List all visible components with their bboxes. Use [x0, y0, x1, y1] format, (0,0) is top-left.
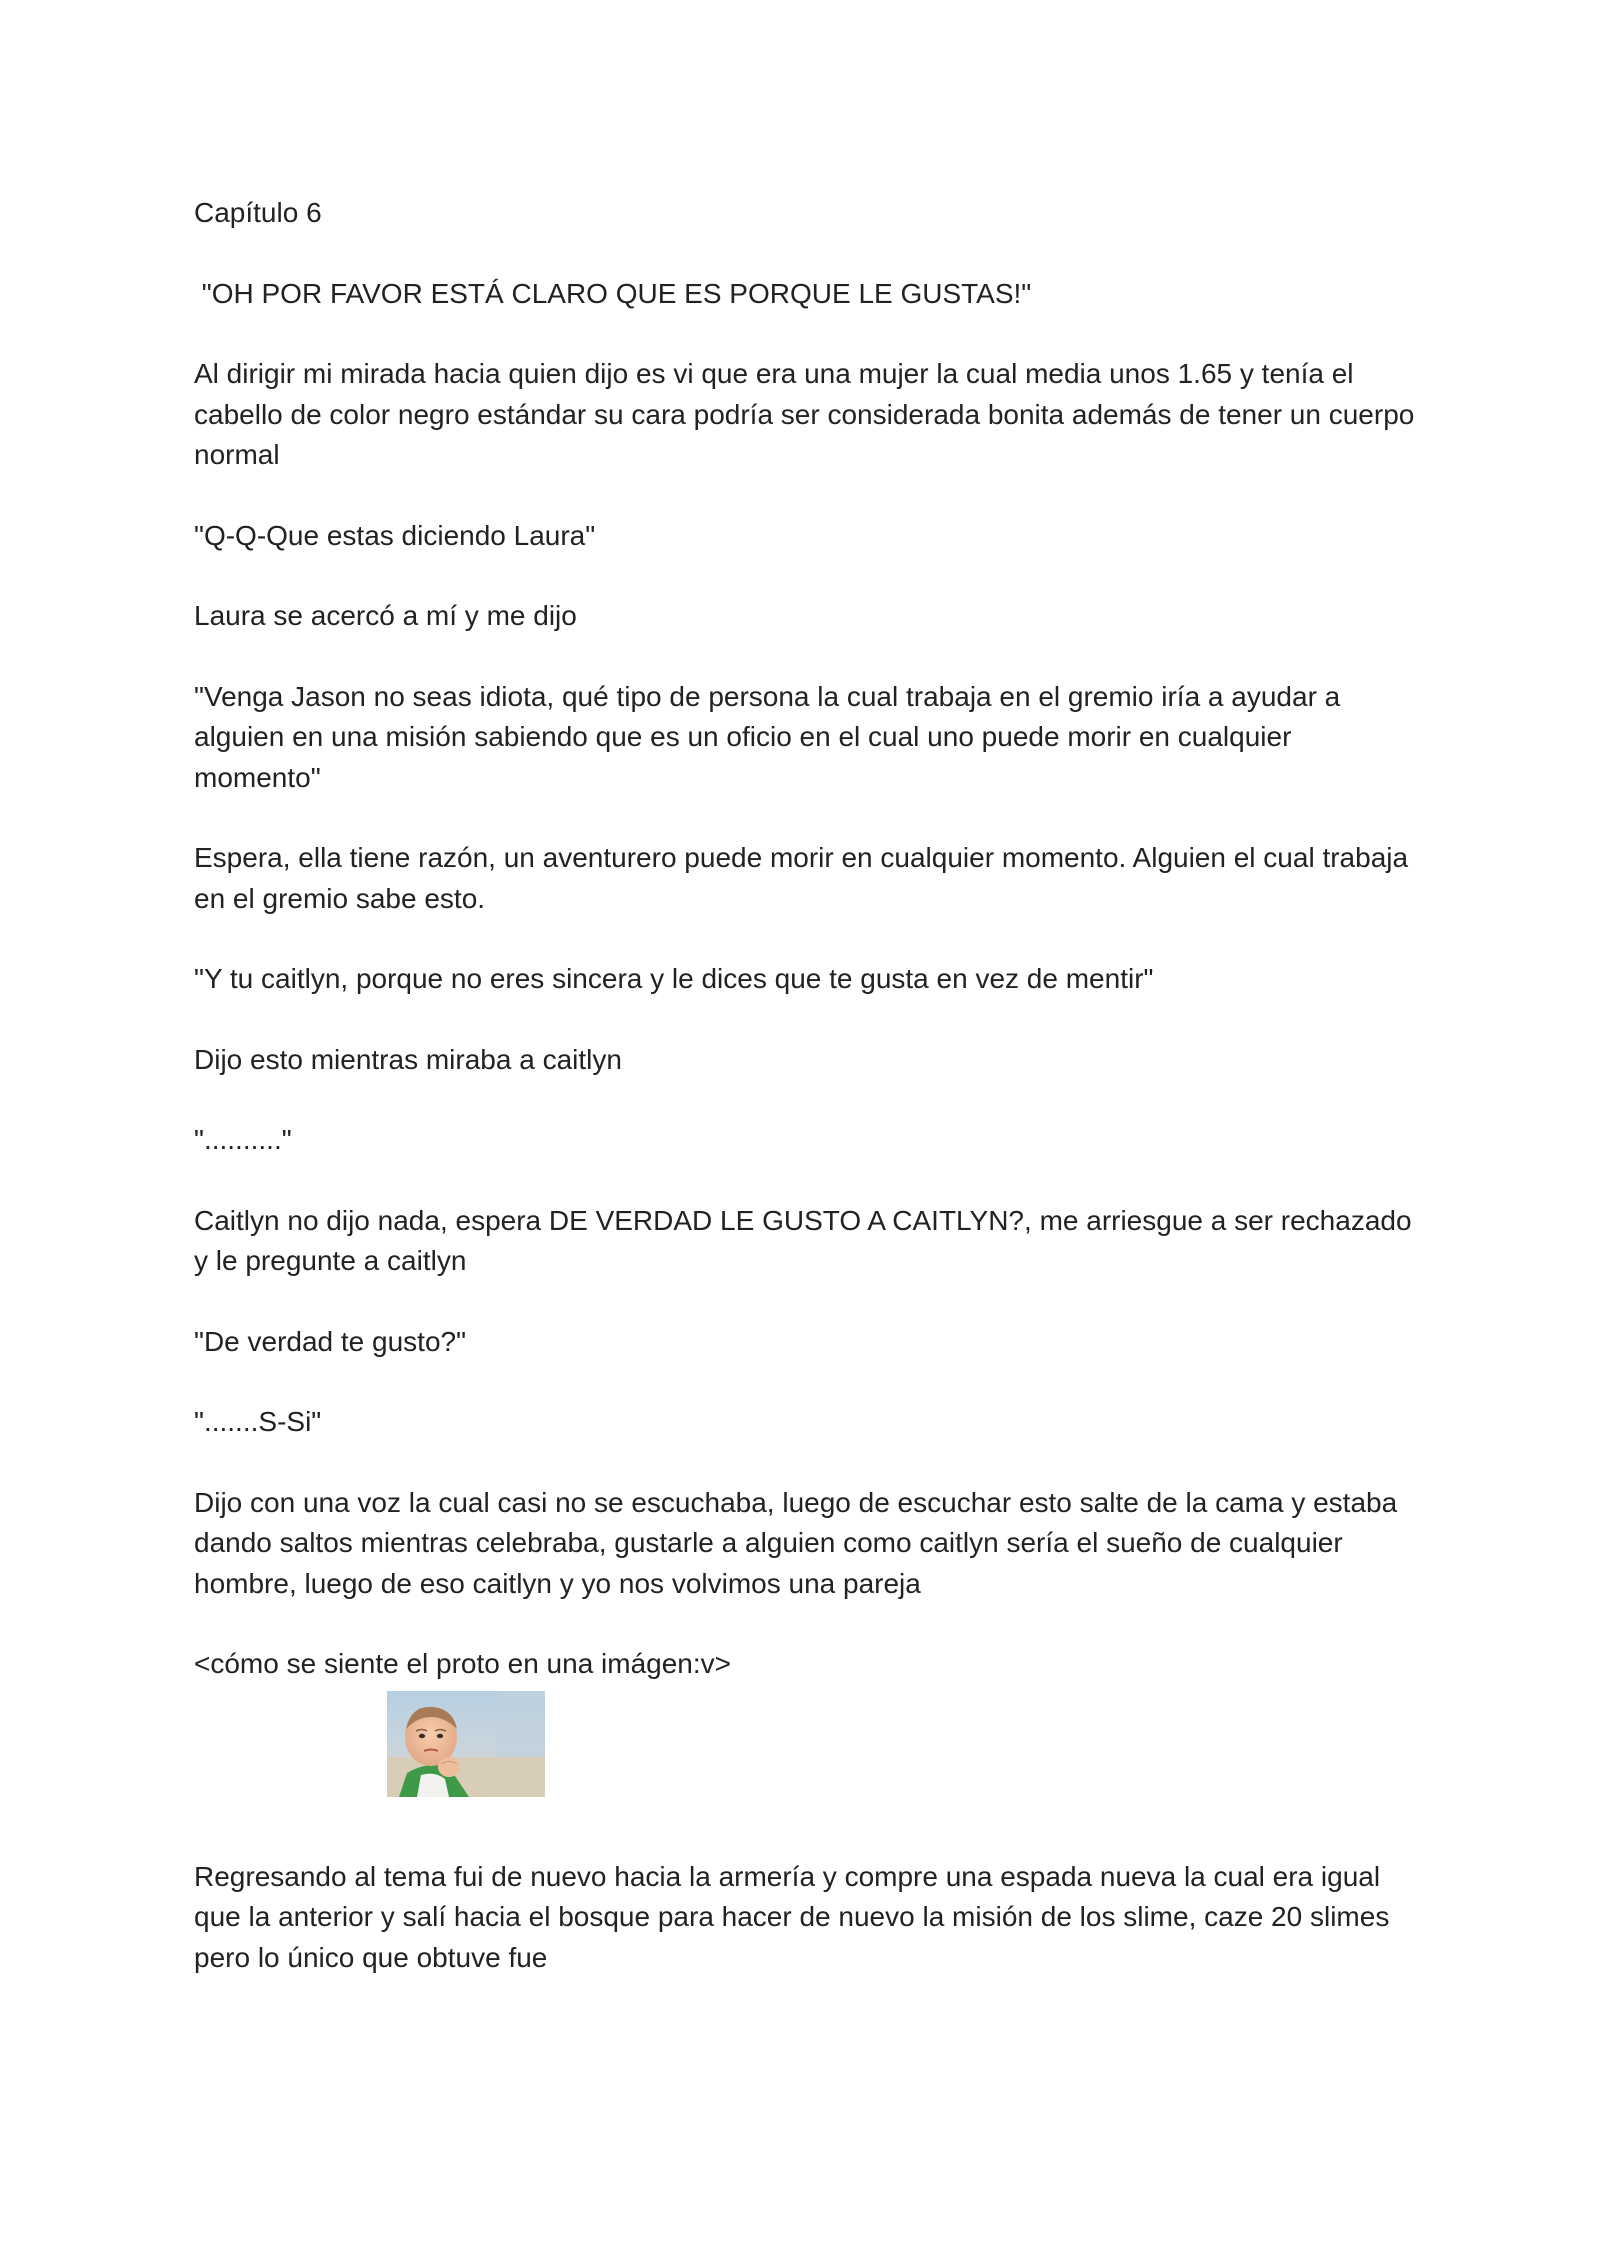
paragraph: Dijo esto mientras miraba a caitlyn — [194, 1043, 622, 1075]
paragraph: "Y tu caitlyn, porque no eres sincera y le dices que te gusta en vez de mentir" — [194, 963, 1154, 994]
paragraph: Regresando al tema fui de nuevo hacia la armería y compre una espada nueva la cual era igual que la anterior y salí hacia el bosque para hacer de nuevo la misión de los slime, caze 20 slimes pero lo único que obtuve fue — [194, 1860, 1398, 1973]
paragraph: Laura se acercó a mí y me dijo — [194, 600, 577, 631]
paragraph: "De verdad te gusto?" — [194, 1325, 467, 1357]
paragraph: Al dirigir mi mirada hacia quien dijo es vi que era una mujer la cual media unos 1.65 y tenía el cabello de color negro estándar su cara podría ser considerada bonita además de tener un cuerpo normal — [194, 358, 1423, 470]
baby-fist-photo — [387, 1691, 545, 1797]
document-body — [194, 193, 1423, 2018]
paragraph: Espera, ella tiene razón, un aventurero puede morir en cualquier momento. Alguien el cual trabaja en el gremio sabe esto. — [194, 842, 1416, 914]
image-caption: <cómo se siente el proto en una imágen:v> — [194, 1648, 732, 1679]
chapter-heading: Capítulo 6 — [194, 197, 322, 228]
paragraph: ".........." — [194, 1124, 292, 1155]
paragraph: "Venga Jason no seas idiota, qué tipo de persona la cual trabaja en el gremio iría a ayudar a alguien en una misión sabiendo que es un oficio en el cual uno puede morir en cualquier momento" — [194, 680, 1349, 793]
paragraph: "OH POR FAVOR ESTÁ CLARO QUE ES PORQUE LE GUSTAS!" — [194, 277, 1032, 309]
paragraph: ".......S-Si" — [194, 1406, 322, 1437]
paragraph: Caitlyn no dijo nada, espera DE VERDAD LE GUSTO A CAITLYN?, me arriesgue a ser rechazado y le pregunte a caitlyn — [194, 1204, 1420, 1276]
paragraph: Dijo con una voz la cual casi no se escuchaba, luego de escuchar esto salte de la cama y estaba dando saltos mientras celebraba, gustarle a alguien como caitlyn sería el sueño de cualquier hombre, luego de eso caitlyn y yo nos volvimos una pareja — [194, 1486, 1405, 1599]
paragraph: "Q-Q-Que estas diciendo Laura" — [194, 519, 596, 551]
